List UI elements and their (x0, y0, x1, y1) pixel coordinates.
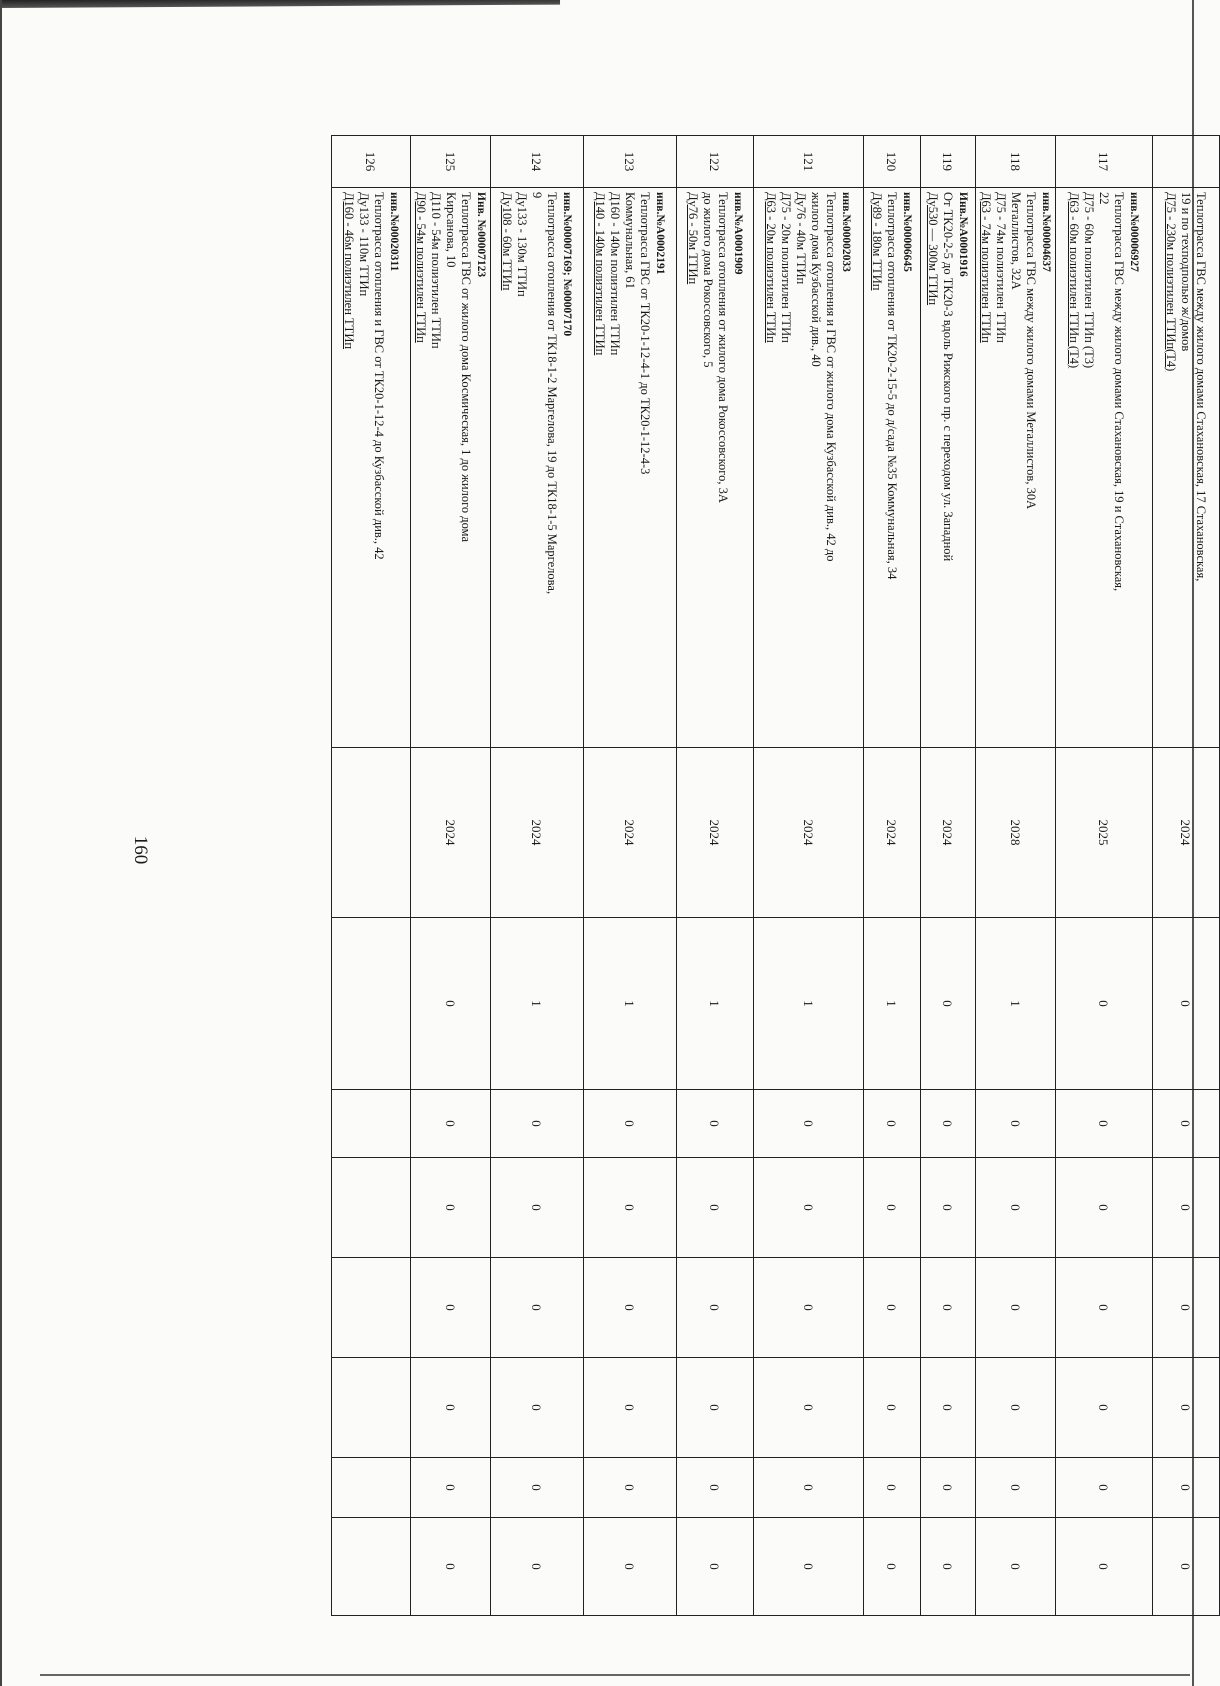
value-cell: 0 (864, 1358, 921, 1458)
row-number: 119 (921, 136, 976, 188)
table-row (332, 136, 411, 1616)
table-row (921, 136, 976, 1616)
value-cell: 0 (921, 1458, 976, 1518)
description-line: Д63 - 20м полиэтилен ТТИп (764, 192, 779, 343)
value-cell: 0 (411, 1518, 491, 1616)
year-cell: 2024 (491, 748, 584, 918)
value-cell: 0 (677, 1090, 754, 1158)
description-line: 9 (530, 192, 545, 199)
pipeline-description (1153, 188, 1220, 748)
value-cell: 0 (921, 1090, 976, 1158)
value-cell: 0 (584, 1358, 677, 1458)
value-cell: 0 (976, 1358, 1056, 1458)
description-line: Теплотрасса ГВС между жилого домами Металлистов, 30А (1024, 192, 1038, 510)
value-cell: 0 (1056, 1518, 1153, 1616)
year-cell: 2024 (864, 748, 921, 918)
description-line: Теплотрасса ГВС между жилого домами Стахановская, 17 Стахановская, (1194, 192, 1209, 582)
value-cell: 0 (677, 1458, 754, 1518)
value-cell: 0 (864, 1090, 921, 1158)
inventory-number: инв.№А0001909 (732, 192, 744, 275)
value-cell: 0 (584, 1158, 677, 1258)
year-cell: 2024 (754, 748, 864, 918)
description-line: Теплотрасса отопления от жилого дома Рокоссовского, 3А (716, 192, 730, 503)
value-cell: 0 (1056, 1158, 1153, 1258)
value-cell (332, 1518, 411, 1616)
value-cell: 0 (1153, 1158, 1220, 1258)
description-line: Ду108 - 60м ТТИп (500, 192, 515, 291)
value-cell: 0 (1153, 1458, 1220, 1518)
value-cell: 0 (921, 1258, 976, 1358)
row-number: 121 (754, 136, 864, 188)
scan-edge-top (0, 0, 560, 8)
value-cell: 0 (1153, 1518, 1220, 1616)
description-line: Д110 - 54м полиэтилен ТТИп (429, 192, 443, 349)
value-cell: 0 (921, 918, 976, 1090)
table-row (491, 136, 584, 1616)
description-line: 19 и по техподполью ж/домов (1179, 192, 1194, 352)
description-line: Кирсанова, 10 (444, 192, 458, 268)
description-line: Д63 - 74м полиэтилен ТТИп (979, 192, 993, 343)
value-cell: 0 (864, 1158, 921, 1258)
description-line: жилого дома Кузбасской див., 40 (809, 192, 824, 367)
value-cell: 0 (677, 1358, 754, 1458)
pipeline-description (976, 188, 1056, 748)
description-line: Ду76 - 40м ТТИп (794, 192, 809, 285)
inventory-number: инв.№00004637 (1040, 192, 1052, 272)
description-line: Теплотрасса отопления и ГВС от жилого дома Кузбасской див., 42 до (824, 192, 839, 562)
table-row (864, 136, 921, 1616)
value-cell (332, 1258, 411, 1358)
value-cell: 0 (754, 1358, 864, 1458)
row-number (1153, 136, 1220, 188)
row-number: 126 (332, 136, 411, 188)
value-cell: 0 (976, 1090, 1056, 1158)
value-cell: 0 (677, 1258, 754, 1358)
scan-edge-bottom (40, 1674, 1190, 1676)
table-row (677, 136, 754, 1616)
value-cell: 0 (1153, 1090, 1220, 1158)
pipeline-description (1056, 188, 1153, 748)
table-row (1056, 136, 1153, 1616)
inventory-number: инв.№А0002191 (654, 192, 667, 275)
heat-network-table (331, 135, 1220, 1616)
value-cell: 1 (976, 918, 1056, 1090)
value-cell: 0 (491, 1518, 584, 1616)
value-cell (332, 918, 411, 1090)
value-cell: 0 (864, 1258, 921, 1358)
pipeline-description (332, 188, 411, 748)
description-line: Теплотрасса ГВС от жилого дома Космическая, 1 до жилого дома (459, 192, 473, 543)
value-cell: 0 (754, 1158, 864, 1258)
inventory-number: инв.№00006645 (901, 192, 914, 272)
value-cell: 0 (1153, 1358, 1220, 1458)
value-cell: 0 (1153, 1258, 1220, 1358)
description-line: Д90 - 54м полиэтилен ТТИп (414, 192, 428, 343)
year-cell: 2024 (921, 748, 976, 918)
description-line: Д140 - 140м полиэтилен ТТИп (593, 192, 608, 356)
table-row (976, 136, 1056, 1616)
value-cell: 1 (864, 918, 921, 1090)
value-cell: 0 (491, 1158, 584, 1258)
value-cell: 0 (921, 1518, 976, 1616)
value-cell: 0 (411, 1158, 491, 1258)
table-row (754, 136, 864, 1616)
value-cell: 0 (976, 1258, 1056, 1358)
value-cell: 0 (411, 1458, 491, 1518)
value-cell: 0 (864, 1518, 921, 1616)
value-cell: 0 (491, 1258, 584, 1358)
description-line: Теплотрасса отопления от ТК20-2-15-5 до д/сада №35 Коммунальная, 34 (885, 192, 900, 580)
value-cell: 0 (754, 1458, 864, 1518)
description-line: Д75 - 74м полиэтилен ТТИп (994, 192, 1008, 343)
year-cell: 2024 (677, 748, 754, 918)
value-cell: 1 (491, 918, 584, 1090)
value-cell: 0 (921, 1158, 976, 1258)
value-cell: 0 (411, 1090, 491, 1158)
value-cell (332, 1090, 411, 1158)
row-number: 117 (1056, 136, 1153, 188)
description-line: Теплотрасса отопления и ГВС от ТК20-1-12-4 до Кузбасской див., 42 (372, 192, 386, 560)
description-line: Д160 - 46м полиэтилен ТТИп (342, 192, 356, 350)
description-line: Ду530 — 300м ТТИп (926, 192, 941, 306)
value-cell: 1 (754, 918, 864, 1090)
value-cell: 0 (411, 1258, 491, 1358)
row-number: 123 (584, 136, 677, 188)
value-cell: 0 (584, 1258, 677, 1358)
page-number: 160 (130, 835, 151, 865)
row-number: 125 (411, 136, 491, 188)
value-cell (332, 1458, 411, 1518)
table-row (1153, 136, 1220, 1616)
inventory-number: инв.№00002033 (840, 192, 853, 272)
value-cell: 1 (584, 918, 677, 1090)
value-cell: 0 (411, 918, 491, 1090)
description-line: Д63 - 60м полиэтилен ТТИп (Т4) (1067, 192, 1082, 369)
value-cell: 0 (754, 1258, 864, 1358)
pipeline-description (864, 188, 921, 748)
value-cell: 0 (1153, 918, 1220, 1090)
pipeline-description (677, 188, 754, 748)
description-line: Теплотрасса ГВС от ТК20-1-12-4-1 до ТК20-1-12-4-3 (638, 192, 653, 475)
description-line: Д75 - 60м полиэтилен ТТИп (Т3) (1082, 192, 1097, 369)
row-number: 120 (864, 136, 921, 188)
value-cell: 0 (584, 1090, 677, 1158)
inventory-number: Инв. №00007123 (475, 192, 487, 278)
description-line: 22 (1097, 192, 1112, 205)
value-cell: 0 (1056, 1458, 1153, 1518)
value-cell: 0 (921, 1358, 976, 1458)
value-cell: 0 (491, 1358, 584, 1458)
description-line: Д160 - 140м полиэтилен ТТИп (608, 192, 623, 356)
value-cell: 0 (411, 1358, 491, 1458)
year-cell: 2025 (1056, 748, 1153, 918)
rotated-document (260, 135, 1220, 1615)
year-cell: 2024 (1153, 748, 1220, 918)
description-line: Теплотрасса ГВС между жилого домами Стахановская, 19 и Стахановская, (1112, 192, 1127, 592)
year-cell: 2028 (976, 748, 1056, 918)
description-line: до жилого дома Рокоссовского, 5 (701, 192, 715, 368)
description-line: Ду133 - 110м ТТИп (357, 192, 371, 297)
value-cell: 0 (976, 1518, 1056, 1616)
row-number: 124 (491, 136, 584, 188)
row-number: 122 (677, 136, 754, 188)
inventory-number: инв.№00020311 (388, 192, 400, 272)
value-cell: 0 (976, 1158, 1056, 1258)
description-line: От ТК20-2-5 до ТК20-3 вдоль Рижского пр. с переходом ул. Западной (941, 192, 956, 562)
year-cell: 2024 (411, 748, 491, 918)
description-line: Коммунальная, 61 (623, 192, 638, 289)
value-cell (332, 1158, 411, 1258)
value-cell: 0 (754, 1090, 864, 1158)
value-cell: 0 (491, 1458, 584, 1518)
table-row (411, 136, 491, 1616)
value-cell: 0 (1056, 1090, 1153, 1158)
value-cell: 0 (1056, 1358, 1153, 1458)
value-cell: 0 (677, 1518, 754, 1616)
row-number: 118 (976, 136, 1056, 188)
description-line: Ду89 - 180м ТТИп (870, 192, 885, 291)
table-body (332, 136, 1220, 1616)
value-cell: 0 (1056, 1258, 1153, 1358)
inventory-number: инв.№00007169; №00007170 (561, 192, 574, 337)
pipeline-description (921, 188, 976, 748)
value-cell: 0 (976, 1458, 1056, 1518)
value-cell: 0 (1056, 918, 1153, 1090)
value-cell (332, 1358, 411, 1458)
value-cell: 0 (754, 1518, 864, 1616)
table-row (584, 136, 677, 1616)
value-cell: 0 (677, 1158, 754, 1258)
pipeline-description (411, 188, 491, 748)
description-line: Д75 - 20м полиэтилен ТТИп (779, 192, 794, 343)
description-line: Ду133 - 130м ТТИп (515, 192, 530, 297)
description-line: Теплотрасса отопления от ТК18-1-2 Маргелова, 19 до ТК18-1-5 Маргелова, (545, 192, 560, 595)
description-line: Д75 - 230м полиэтилен ТТИп(Т4) (1164, 192, 1179, 372)
description-line: Металлистов, 32А (1009, 192, 1023, 290)
year-cell: 2024 (584, 748, 677, 918)
inventory-number: инв.№00006927 (1128, 192, 1141, 272)
pipeline-description (754, 188, 864, 748)
value-cell: 1 (677, 918, 754, 1090)
description-line: Ду76 - 50м ТТИп (686, 192, 700, 285)
value-cell: 0 (584, 1518, 677, 1616)
year-cell (332, 748, 411, 918)
value-cell: 0 (491, 1090, 584, 1158)
pipeline-description (584, 188, 677, 748)
inventory-number: Инв.№А0001916 (957, 192, 970, 277)
pipeline-description (491, 188, 584, 748)
value-cell: 0 (584, 1458, 677, 1518)
scan-edge-left (0, 0, 2, 1686)
value-cell: 0 (864, 1458, 921, 1518)
